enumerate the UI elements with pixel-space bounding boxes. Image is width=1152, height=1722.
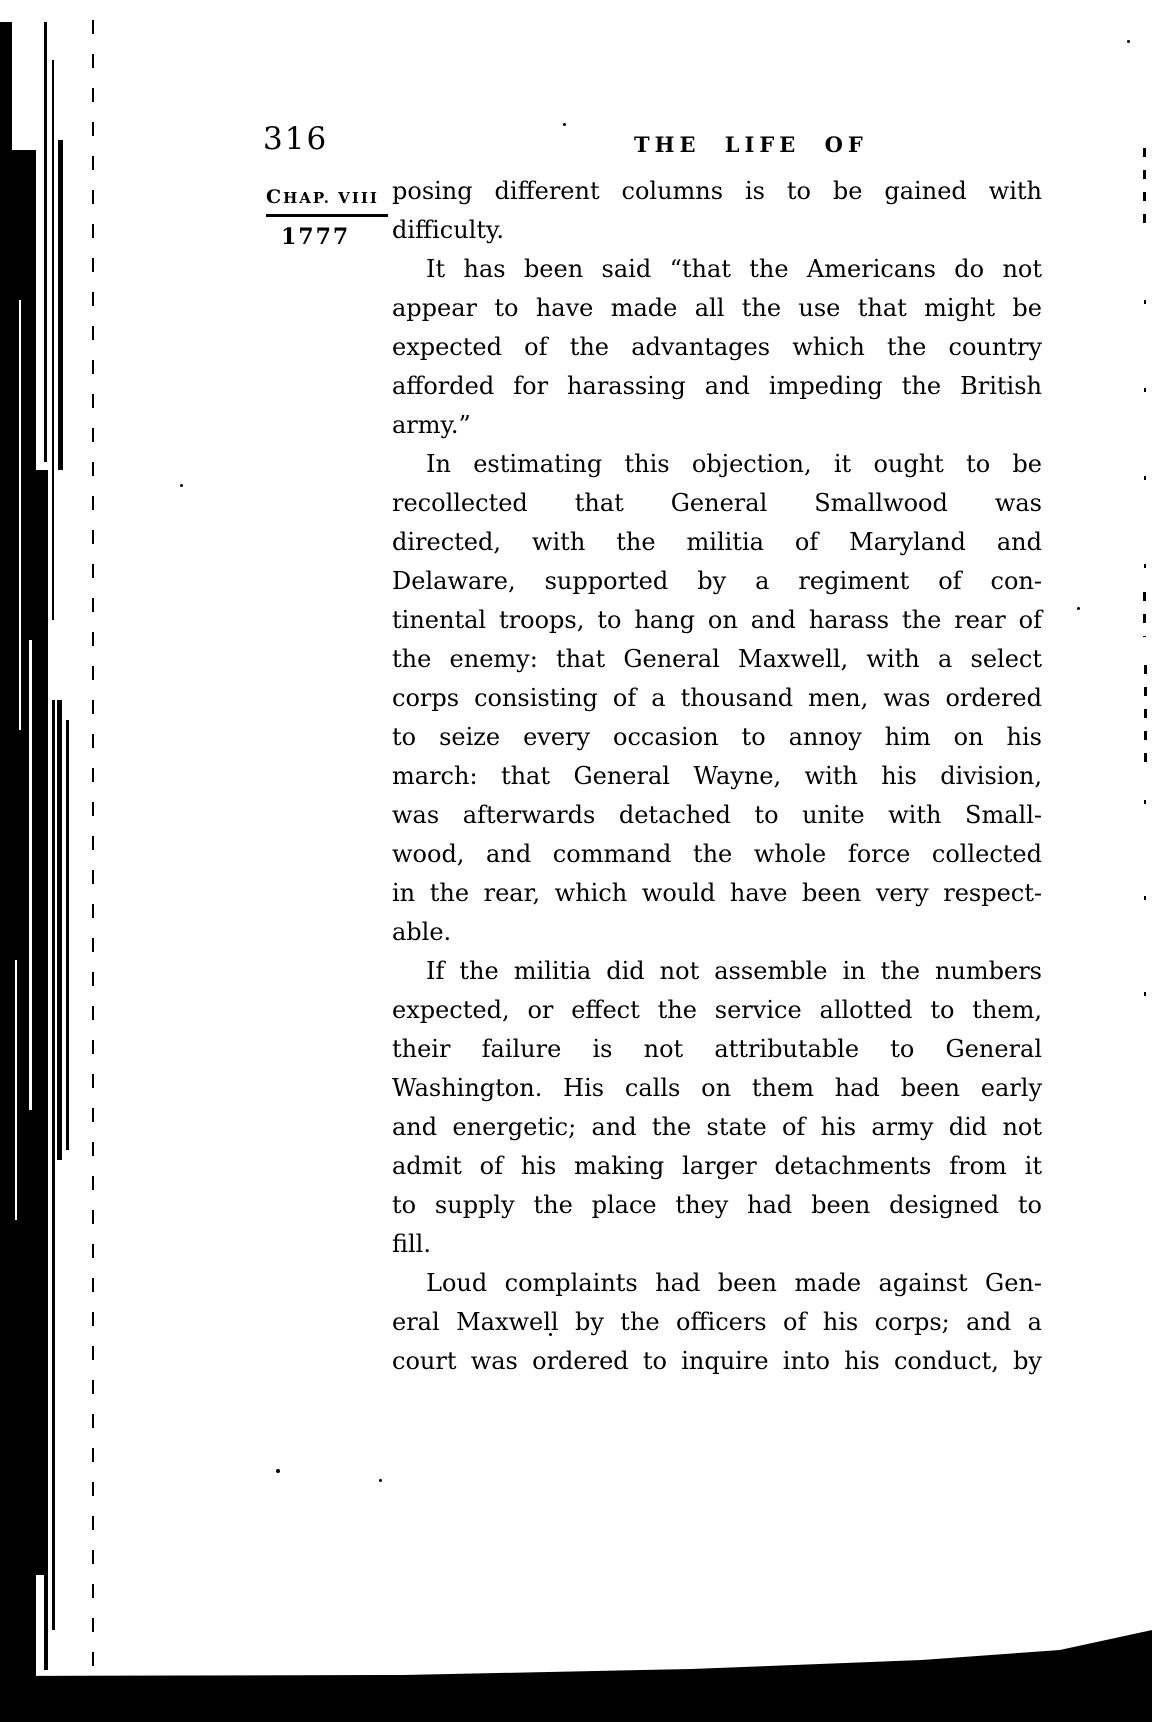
scan-streak <box>52 700 55 1630</box>
text-line: expected, or effect the service allotted to them, <box>392 996 1042 1024</box>
scan-streak <box>44 520 48 1670</box>
scan-streak <box>0 22 12 1684</box>
text-line: admit of his making larger detachments from it <box>392 1152 1042 1180</box>
scan-streak <box>19 300 21 730</box>
ink-speck <box>180 484 183 487</box>
text-line: posing different columns is to be gained with <box>392 177 1042 205</box>
text-line: the enemy: that General Maxwell, with a select <box>392 645 1042 673</box>
scan-dash-mark <box>1144 800 1146 1060</box>
text-line: directed, with the militia of Maryland and <box>392 528 1042 556</box>
text-line: court was ordered to inquire into his conduct, by <box>392 1347 1042 1375</box>
year-label: 1777 <box>281 224 351 250</box>
chapter-label: CHAP. VIII <box>266 186 379 208</box>
text-line: In estimating this objection, it ought to be <box>426 450 1042 478</box>
ink-speck <box>276 1469 280 1473</box>
text-line: It has been said “that the Americans do not <box>426 255 1042 283</box>
scan-streak <box>15 960 17 1220</box>
text-line: in the rear, which would have been very respect- <box>392 879 1042 907</box>
text-line: to seize every occasion to annoy him on his <box>392 723 1042 751</box>
text-line: eral Maxwell by the officers of his corps; and a <box>392 1308 1042 1336</box>
text-line: to supply the place they had been designed to <box>392 1191 1042 1219</box>
text-line: and energetic; and the state of his army did not <box>392 1113 1042 1141</box>
scan-streak <box>44 22 47 462</box>
text-line: Delaware, supported by a regiment of con- <box>392 567 1042 595</box>
text-line: fill. <box>392 1230 431 1258</box>
body-text <box>392 172 1042 1381</box>
text-line: If the militia did not assemble in the numbers <box>426 957 1042 985</box>
text-line: their failure is not attributable to General <box>392 1035 1042 1063</box>
text-line: Loud complaints had been made against Gen- <box>426 1269 1042 1297</box>
text-line: march: that General Wayne, with his division, <box>392 762 1042 790</box>
ink-speck <box>379 1479 382 1482</box>
scan-dash-mark <box>1143 592 1146 637</box>
ink-speck <box>1077 607 1080 610</box>
scan-streak <box>58 140 63 470</box>
text-line: difficulty. <box>392 216 504 244</box>
text-line: tinental troops, to hang on and harass the rear of <box>392 606 1042 634</box>
scan-streak <box>66 720 69 1150</box>
ink-speck <box>563 123 566 126</box>
scan-streak <box>29 640 32 1110</box>
scan-dash-mark <box>1144 300 1146 590</box>
scan-streak <box>92 20 94 1670</box>
scan-streak <box>57 700 62 1160</box>
scan-streak <box>12 150 36 1685</box>
scan-dash-mark <box>1143 148 1146 236</box>
ink-speck <box>1127 40 1130 43</box>
margin-rule <box>266 214 388 217</box>
text-line: army.” <box>392 411 471 439</box>
scan-dash-mark <box>1144 665 1147 775</box>
scan-bottom-band <box>0 1622 1152 1722</box>
text-line: afforded for harassing and impeding the British <box>392 372 1042 400</box>
text-line: was afterwards detached to unite with Small- <box>392 801 1042 829</box>
text-line: able. <box>392 918 452 946</box>
text-line: appear to have made all the use that might be <box>392 294 1042 322</box>
scan-streak <box>52 60 54 620</box>
text-line: corps consisting of a thousand men, was ordered <box>392 684 1042 712</box>
running-title: THE LIFE OF <box>634 132 868 157</box>
text-line: recollected that General Smallwood was <box>392 489 1042 517</box>
page-number: 316 <box>263 121 329 157</box>
text-line: expected of the advantages which the country <box>392 333 1042 361</box>
text-line: Washington. His calls on them had been early <box>392 1074 1042 1102</box>
text-line: wood, and command the whole force collected <box>392 840 1042 868</box>
